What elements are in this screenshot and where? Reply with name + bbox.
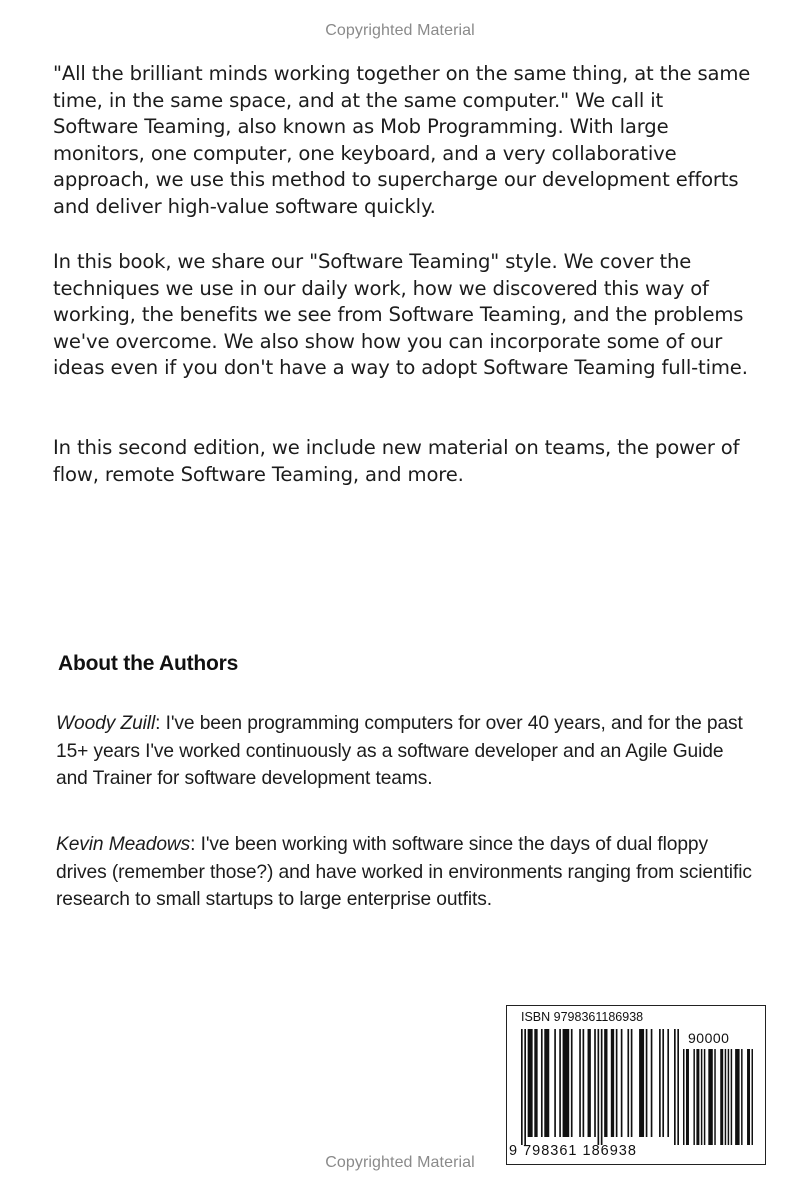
addon-barcode-bar [752, 1049, 753, 1145]
barcode-bar [534, 1029, 537, 1137]
author-bio-woody [56, 710, 756, 793]
barcode-bar [611, 1029, 614, 1137]
barcode-bar [646, 1029, 648, 1137]
barcode-bar [594, 1029, 596, 1137]
addon-barcode-bar [701, 1049, 702, 1145]
addon-barcode-bar [714, 1049, 715, 1145]
addon-barcode-bar [704, 1049, 705, 1145]
barcode-bar [627, 1029, 629, 1137]
author-bio-text-kevin: : I've been working with software since the days of dual floppy drives (remember those?) and have worked in environments ranging from scientific research to small startups to large enterprise outfits. [56, 834, 752, 910]
isbn-barcode-box [506, 1005, 766, 1165]
barcode-bar [651, 1029, 653, 1137]
barcode-bar [528, 1029, 533, 1137]
barcode-bar [601, 1029, 603, 1145]
addon-barcode-bar [693, 1049, 694, 1145]
addon-barcode-bar [720, 1049, 723, 1145]
addon-barcode-bar [731, 1049, 732, 1145]
barcode-bar [662, 1029, 664, 1137]
barcode-bar [616, 1029, 618, 1137]
barcode-bar [554, 1029, 556, 1137]
copyright-watermark-top: Copyrighted Material [325, 22, 475, 39]
blurb-paragraph-3: In this second edition, we include new material on teams, the power of flow, remote Software Teaming, and more. [53, 436, 740, 486]
barcode-bar [631, 1029, 633, 1137]
addon-barcode-bar [696, 1049, 699, 1145]
author-name-woody: Woody Zuill [56, 713, 156, 734]
addon-barcode-bar [725, 1049, 726, 1145]
barcode-bar [571, 1029, 573, 1137]
about-authors-heading: About the Authors [58, 652, 239, 675]
addon-barcode-bar [708, 1049, 712, 1145]
blurb-paragraph-1: "All the brilliant minds working together on the same thing, at the same time, in the same space, and at the same computer." We call it Software Teaming, also known as Mob Programming. With large monitors, one computer, one keyboard, and a very collaborative approach, we use this method to supercharge our development efforts and deliver high-value software quickly. [53, 62, 751, 218]
addon-barcode-bar [741, 1049, 742, 1145]
barcode-bar [544, 1029, 549, 1137]
ean-digits: 9 798361 186938 [509, 1143, 637, 1159]
barcode-bar [521, 1029, 523, 1145]
barcode-bar [579, 1029, 581, 1137]
barcode-bar [674, 1029, 676, 1145]
barcode-bar [667, 1029, 669, 1137]
addon-barcode-bar [686, 1049, 689, 1145]
barcode-bar [563, 1029, 570, 1137]
addon-barcode-bar [747, 1049, 750, 1145]
barcode-bar [598, 1029, 600, 1145]
isbn-label: ISBN 9798361186938 [521, 1010, 644, 1024]
copyright-watermark-bottom: Copyrighted Material [325, 1154, 475, 1171]
barcode-bar [583, 1029, 585, 1137]
price-code: 90000 [688, 1030, 730, 1046]
barcode-bar [541, 1029, 543, 1137]
author-name-kevin: Kevin Meadows [56, 834, 191, 855]
barcode-bar [621, 1029, 623, 1137]
barcode-bar [604, 1029, 607, 1137]
barcode-bar [588, 1029, 591, 1137]
ean-barcode [521, 1029, 679, 1145]
barcode-bar [559, 1029, 561, 1137]
barcode-bar [524, 1029, 526, 1145]
addon-barcode-bar [728, 1049, 729, 1145]
addon-barcode-bar [735, 1049, 739, 1145]
blurb-paragraph-2: In this book, we share our "Software Teaming" style. We cover the techniques we use in our daily work, how we discovered this way of working, the benefits we see from Software Teaming, and the problems we've overcome. We also show how you can incorporate some of our ideas even if you don't have a way to adopt Software Teaming full-time. [53, 250, 748, 379]
barcode-bar [639, 1029, 644, 1137]
addon-barcode-bar [683, 1049, 684, 1145]
barcode-bar [677, 1029, 679, 1145]
barcode-bar [659, 1029, 661, 1137]
author-bio-kevin [56, 831, 756, 914]
author-bio-text-woody: : I've been programming computers for over 40 years, and for the past 15+ years I've worked continuously as a software developer and an Agile Guide and Trainer for software development teams. [56, 713, 743, 789]
price-addon-barcode [683, 1049, 753, 1145]
